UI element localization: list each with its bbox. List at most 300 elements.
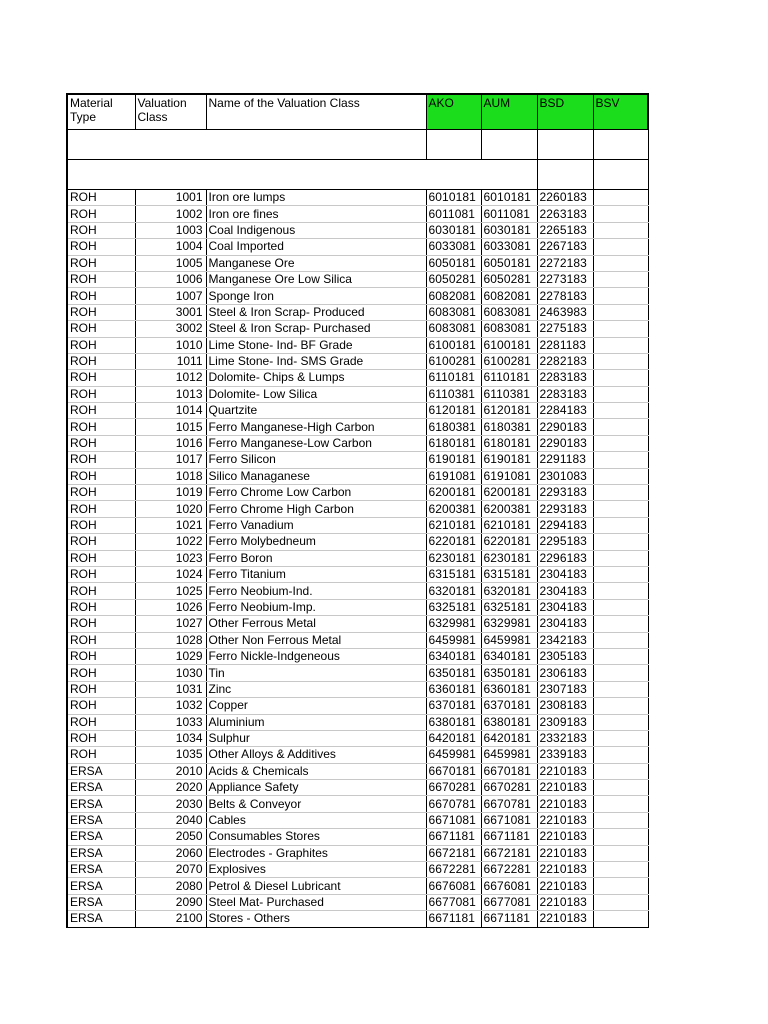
bsd-cell: 2260183 [537,190,593,206]
bsd-cell: 2265183 [537,222,593,238]
class-name-cell: Quartzite [206,403,426,419]
bsd-cell: 2210183 [537,911,593,927]
bsv-cell [593,288,648,304]
valuation-class-cell: 2090 [135,894,206,910]
aum-cell: 6325181 [481,599,537,615]
blank-cell [537,130,593,160]
valuation-class-cell: 1001 [135,190,206,206]
bsd-cell: 2210183 [537,829,593,845]
ako-cell: 6315181 [426,566,481,582]
material-type-cell: ROH [67,566,135,582]
bsd-cell: 2282183 [537,353,593,369]
material-type-cell: ROH [67,468,135,484]
ako-cell: 6420181 [426,730,481,746]
bsd-cell: 2342183 [537,632,593,648]
bsv-cell [593,698,648,714]
class-name-cell: Electrodes - Graphites [206,845,426,861]
aum-cell: 6672281 [481,862,537,878]
bsd-cell: 2332183 [537,730,593,746]
ako-cell: 6191081 [426,468,481,484]
valuation-class-cell: 3001 [135,304,206,320]
valuation-class-table [66,93,649,928]
valuation-class-cell: 1013 [135,386,206,402]
aum-cell: 6100181 [481,337,537,353]
bsv-cell [593,550,648,566]
valuation-class-cell: 1030 [135,665,206,681]
bsv-cell [593,599,648,615]
aum-cell: 6083081 [481,304,537,320]
bsd-cell: 2278183 [537,288,593,304]
class-name-cell: Stores - Others [206,911,426,927]
bsv-cell [593,763,648,779]
bsv-cell [593,517,648,533]
bsd-cell: 2283183 [537,386,593,402]
table-row [67,288,648,304]
header-name: Name of the Valuation Class [206,94,426,130]
valuation-class-cell: 2040 [135,812,206,828]
aum-cell: 6670281 [481,780,537,796]
bsd-cell: 2294183 [537,517,593,533]
ako-cell: 6329981 [426,616,481,632]
table-row [67,878,648,894]
material-type-cell: ROH [67,353,135,369]
aum-cell: 6670181 [481,763,537,779]
ako-cell: 6671181 [426,829,481,845]
ako-cell: 6676081 [426,878,481,894]
valuation-class-cell: 1027 [135,616,206,632]
header-valuation-class: Valuation Class [135,94,206,130]
valuation-class-cell: 3002 [135,321,206,337]
material-type-cell: ERSA [67,829,135,845]
class-name-cell: Steel Mat- Purchased [206,894,426,910]
ako-cell: 6670781 [426,796,481,812]
table-row [67,599,648,615]
aum-cell: 6670781 [481,796,537,812]
bsd-cell: 2267183 [537,239,593,255]
bsv-cell [593,337,648,353]
aum-cell: 6210181 [481,517,537,533]
material-type-cell: ROH [67,632,135,648]
ako-cell: 6671081 [426,812,481,828]
material-type-cell: ROH [67,665,135,681]
material-type-cell: ROH [67,337,135,353]
ako-cell: 6350181 [426,665,481,681]
ako-cell: 6200381 [426,501,481,517]
bsd-cell: 2308183 [537,698,593,714]
bsv-cell [593,206,648,222]
bsd-cell: 2272183 [537,255,593,271]
bsd-cell: 2309183 [537,714,593,730]
bsv-cell [593,485,648,501]
bsd-cell: 2339183 [537,747,593,763]
bsv-cell [593,665,648,681]
bsv-cell [593,239,648,255]
bsd-cell: 2281183 [537,337,593,353]
valuation-class-cell: 1014 [135,403,206,419]
material-type-cell: ROH [67,403,135,419]
class-name-cell: Steel & Iron Scrap- Produced [206,304,426,320]
class-name-cell: Manganese Ore [206,255,426,271]
class-name-cell: Ferro Molybedneum [206,534,426,550]
ako-cell: 6050181 [426,255,481,271]
table-row [67,665,648,681]
bsv-cell [593,255,648,271]
material-type-cell: ROH [67,501,135,517]
bsd-cell: 2273183 [537,271,593,287]
bsd-cell: 2210183 [537,780,593,796]
valuation-class-cell: 1018 [135,468,206,484]
ako-cell: 6010181 [426,190,481,206]
class-name-cell: Ferro Neobium-Imp. [206,599,426,615]
ako-cell: 6670181 [426,763,481,779]
bsv-cell [593,468,648,484]
bsv-cell [593,304,648,320]
bsv-cell [593,452,648,468]
aum-cell: 6329981 [481,616,537,632]
aum-cell: 6190181 [481,452,537,468]
aum-cell: 6180381 [481,419,537,435]
aum-cell: 6030181 [481,222,537,238]
table-row [67,534,648,550]
ako-cell: 6230181 [426,550,481,566]
aum-cell: 6459981 [481,747,537,763]
bsd-cell: 2210183 [537,812,593,828]
bsd-cell: 2305183 [537,648,593,664]
ako-cell: 6210181 [426,517,481,533]
table-row [67,501,648,517]
material-type-cell: ROH [67,190,135,206]
aum-cell: 6011081 [481,206,537,222]
bsv-cell [593,730,648,746]
material-type-cell: ROH [67,435,135,451]
material-type-cell: ERSA [67,812,135,828]
aum-cell: 6033081 [481,239,537,255]
ako-cell: 6083081 [426,321,481,337]
header-bsv: BSV [593,94,648,130]
table-row [67,894,648,910]
material-type-cell: ROH [67,239,135,255]
aum-cell: 6200381 [481,501,537,517]
ako-cell: 6672281 [426,862,481,878]
aum-cell: 6200181 [481,485,537,501]
valuation-class-cell: 1003 [135,222,206,238]
valuation-class-cell: 1017 [135,452,206,468]
table-row [67,812,648,828]
table-row [67,353,648,369]
valuation-class-cell: 2070 [135,862,206,878]
ako-cell: 6110181 [426,370,481,386]
bsv-cell [593,566,648,582]
material-type-cell: ROH [67,271,135,287]
bsd-cell: 2284183 [537,403,593,419]
valuation-class-cell: 1012 [135,370,206,386]
aum-cell: 6420181 [481,730,537,746]
valuation-class-cell: 1033 [135,714,206,730]
aum-cell: 6340181 [481,648,537,664]
valuation-class-cell: 2020 [135,780,206,796]
blank-cell [593,160,648,190]
table-row [67,845,648,861]
ako-cell: 6082081 [426,288,481,304]
class-name-cell: Cables [206,812,426,828]
table-row [67,337,648,353]
table-row [67,583,648,599]
table-row [67,648,648,664]
table-row [67,747,648,763]
material-type-cell: ROH [67,255,135,271]
blank-cell [426,130,481,160]
valuation-class-cell: 1020 [135,501,206,517]
bsv-cell [593,386,648,402]
ako-cell: 6670281 [426,780,481,796]
bsd-cell: 2210183 [537,894,593,910]
table-row [67,862,648,878]
material-type-cell: ROH [67,206,135,222]
aum-cell: 6220181 [481,534,537,550]
bsv-cell [593,648,648,664]
bsd-cell: 2291183 [537,452,593,468]
material-type-cell: ROH [67,304,135,320]
class-name-cell: Appliance Safety [206,780,426,796]
valuation-class-cell: 1016 [135,435,206,451]
bsv-cell [593,845,648,861]
ako-cell: 6320181 [426,583,481,599]
blank-cell [537,160,593,190]
aum-cell: 6082081 [481,288,537,304]
class-name-cell: Ferro Silicon [206,452,426,468]
bsv-cell [593,353,648,369]
valuation-class-cell: 1019 [135,485,206,501]
aum-cell: 6380181 [481,714,537,730]
bsd-cell: 2304183 [537,566,593,582]
table-row [67,435,648,451]
blank-cell [481,130,537,160]
bsd-cell: 2263183 [537,206,593,222]
material-type-cell: ROH [67,485,135,501]
material-type-cell: ERSA [67,796,135,812]
table-row [67,632,648,648]
bsv-cell [593,419,648,435]
class-name-cell: Tin [206,665,426,681]
header-material-type: Material Type [67,94,135,130]
class-name-cell: Coal Imported [206,239,426,255]
ako-cell: 6325181 [426,599,481,615]
aum-cell: 6050281 [481,271,537,287]
table-row [67,763,648,779]
class-name-cell: Iron ore fines [206,206,426,222]
table-row [67,452,648,468]
aum-cell: 6110381 [481,386,537,402]
bsv-cell [593,271,648,287]
material-type-cell: ROH [67,714,135,730]
bsv-cell [593,616,648,632]
table-row [67,911,648,927]
table-row [67,698,648,714]
bsv-cell [593,780,648,796]
bsd-cell: 2275183 [537,321,593,337]
material-type-cell: ROH [67,616,135,632]
table-row [67,714,648,730]
class-name-cell: Dolomite- Chips & Lumps [206,370,426,386]
class-name-cell: Ferro Boron [206,550,426,566]
class-name-cell: Acids & Chemicals [206,763,426,779]
ako-cell: 6110381 [426,386,481,402]
bsd-cell: 2283183 [537,370,593,386]
ako-cell: 6100181 [426,337,481,353]
aum-cell: 6191081 [481,468,537,484]
aum-cell: 6672181 [481,845,537,861]
valuation-class-cell: 1010 [135,337,206,353]
blank-cell [67,130,426,160]
blank-cell [593,130,648,160]
class-name-cell: Aluminium [206,714,426,730]
material-type-cell: ERSA [67,878,135,894]
ako-cell: 6671181 [426,911,481,927]
ako-cell: 6050281 [426,271,481,287]
material-type-cell: ROH [67,681,135,697]
class-name-cell: Sponge Iron [206,288,426,304]
valuation-class-cell: 1031 [135,681,206,697]
bsv-cell [593,714,648,730]
valuation-class-cell: 2030 [135,796,206,812]
valuation-class-cell: 1024 [135,566,206,582]
aum-cell: 6676081 [481,878,537,894]
aum-cell: 6370181 [481,698,537,714]
class-name-cell: Other Non Ferrous Metal [206,632,426,648]
valuation-class-cell: 1025 [135,583,206,599]
bsd-cell: 2306183 [537,665,593,681]
bsd-cell: 2304183 [537,599,593,615]
bsv-cell [593,435,648,451]
table-body [67,190,648,928]
aum-cell: 6180181 [481,435,537,451]
valuation-class-cell: 1011 [135,353,206,369]
bsv-cell [593,796,648,812]
bsd-cell: 2307183 [537,681,593,697]
table-row [67,321,648,337]
valuation-class-cell: 2010 [135,763,206,779]
material-type-cell: ROH [67,550,135,566]
material-type-cell: ERSA [67,780,135,796]
bsd-cell: 2296183 [537,550,593,566]
class-name-cell: Copper [206,698,426,714]
bsv-cell [593,878,648,894]
material-type-cell: ROH [67,747,135,763]
table-row [67,550,648,566]
material-type-cell: ROH [67,698,135,714]
table-row [67,730,648,746]
aum-cell: 6671181 [481,829,537,845]
table-row [67,780,648,796]
valuation-class-cell: 1023 [135,550,206,566]
class-name-cell: Ferro Neobium-Ind. [206,583,426,599]
bsv-cell [593,632,648,648]
class-name-cell: Lime Stone- Ind- BF Grade [206,337,426,353]
material-type-cell: ROH [67,452,135,468]
valuation-class-cell: 2060 [135,845,206,861]
bsd-cell: 2290183 [537,419,593,435]
bsd-cell: 2210183 [537,796,593,812]
material-type-cell: ROH [67,386,135,402]
valuation-class-cell: 1032 [135,698,206,714]
ako-cell: 6360181 [426,681,481,697]
header-bsd: BSD [537,94,593,130]
bsv-cell [593,829,648,845]
aum-cell: 6350181 [481,665,537,681]
valuation-class-cell: 1035 [135,747,206,763]
material-type-cell: ERSA [67,911,135,927]
table-row [67,190,648,206]
material-type-cell: ERSA [67,894,135,910]
aum-cell: 6010181 [481,190,537,206]
header-row [67,94,648,130]
valuation-class-cell: 2080 [135,878,206,894]
ako-cell: 6380181 [426,714,481,730]
bsd-cell: 2210183 [537,862,593,878]
ako-cell: 6200181 [426,485,481,501]
bsd-cell: 2301083 [537,468,593,484]
material-type-cell: ROH [67,419,135,435]
bsd-cell: 2304183 [537,616,593,632]
valuation-class-cell: 1002 [135,206,206,222]
class-name-cell: Other Alloys & Additives [206,747,426,763]
bsv-cell [593,911,648,927]
aum-cell: 6671181 [481,911,537,927]
aum-cell: 6083081 [481,321,537,337]
class-name-cell: Silico Managanese [206,468,426,484]
bsd-cell: 2293183 [537,501,593,517]
aum-cell: 6050181 [481,255,537,271]
class-name-cell: Coal Indigenous [206,222,426,238]
class-name-cell: Petrol & Diesel Lubricant [206,878,426,894]
class-name-cell: Explosives [206,862,426,878]
table-row [67,517,648,533]
aum-cell: 6320181 [481,583,537,599]
blank-row [67,130,648,160]
material-type-cell: ROH [67,534,135,550]
class-name-cell: Ferro Chrome Low Carbon [206,485,426,501]
material-type-cell: ROH [67,599,135,615]
material-type-cell: ERSA [67,763,135,779]
table-row [67,468,648,484]
table-row [67,681,648,697]
bsv-cell [593,747,648,763]
class-name-cell: Consumables Stores [206,829,426,845]
table-row [67,403,648,419]
valuation-class-cell: 1006 [135,271,206,287]
bsv-cell [593,894,648,910]
bsv-cell [593,370,648,386]
valuation-class-cell: 1007 [135,288,206,304]
material-type-cell: ROH [67,648,135,664]
valuation-class-cell: 1028 [135,632,206,648]
aum-cell: 6459981 [481,632,537,648]
bsv-cell [593,534,648,550]
ako-cell: 6180381 [426,419,481,435]
table-row [67,485,648,501]
bsd-cell: 2210183 [537,845,593,861]
table-row [67,566,648,582]
aum-cell: 6100281 [481,353,537,369]
bsd-cell: 2295183 [537,534,593,550]
bsd-cell: 2293183 [537,485,593,501]
valuation-class-cell: 1015 [135,419,206,435]
bsd-cell: 2210183 [537,878,593,894]
header-ako: AKO [426,94,481,130]
class-name-cell: Iron ore lumps [206,190,426,206]
class-name-cell: Steel & Iron Scrap- Purchased [206,321,426,337]
ako-cell: 6011081 [426,206,481,222]
